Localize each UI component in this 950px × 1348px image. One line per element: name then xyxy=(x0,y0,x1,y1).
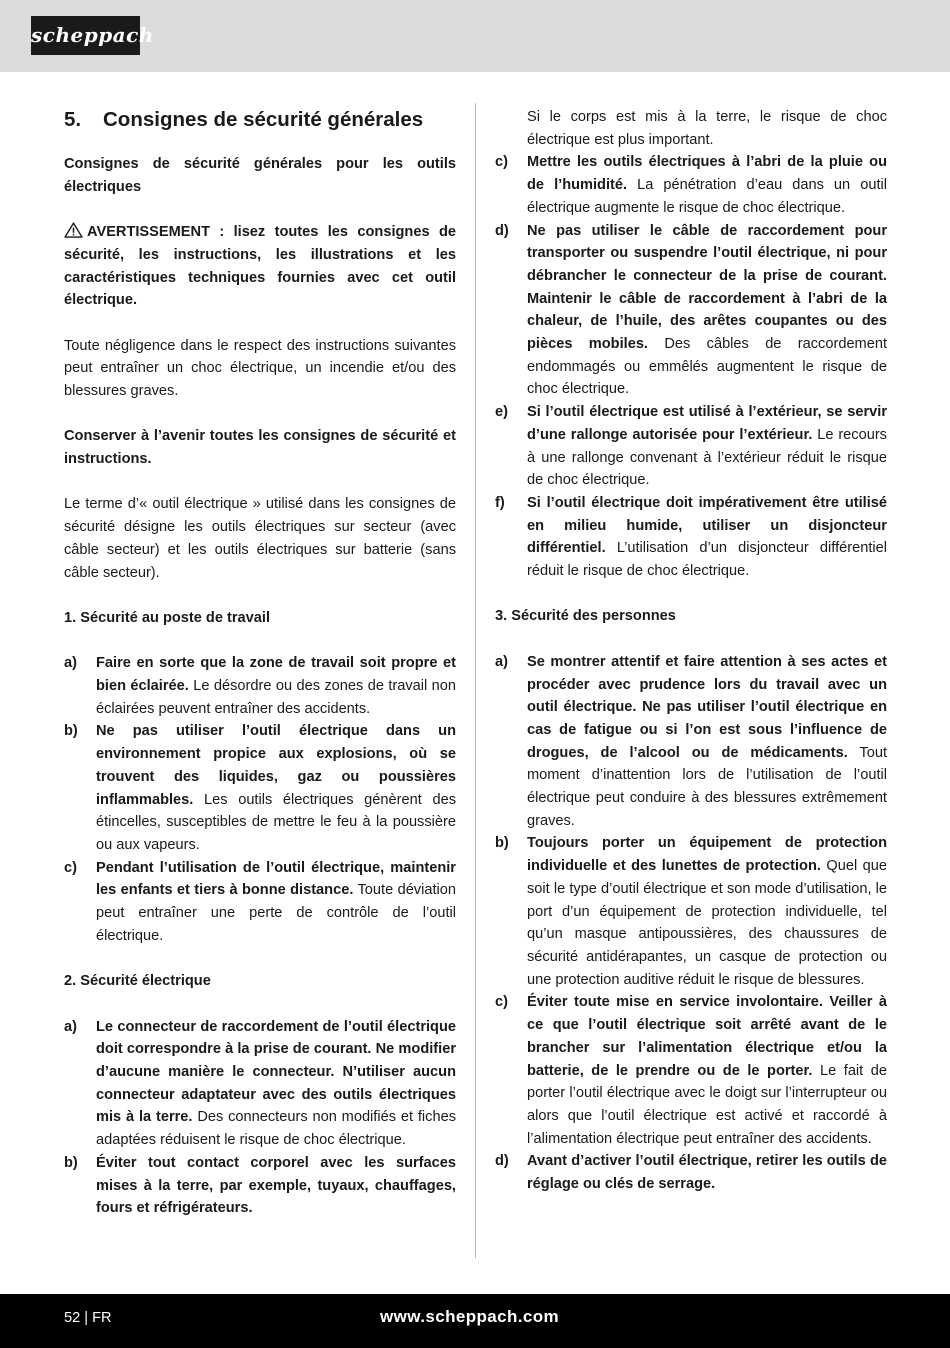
item-bold-text: Se montrer attentif et faire attention à ses actes et procéder avec prudence lors du travail avec un outil électrique. Ne pas utiliser l’outil électrique en cas de fatigue ou si l’on est sous l’influence de drogues, de l’alcool ou de médicaments. xyxy=(527,653,887,761)
list-item xyxy=(495,492,887,583)
item-text: Le désordre ou des zones de travail non éclairées peuvent entraîner des accidents. xyxy=(96,678,457,717)
item-letter: f) xyxy=(495,494,505,511)
item-letter: d) xyxy=(495,222,509,239)
item-letter: c) xyxy=(495,154,508,171)
item-text: L’utilisation d’un disjoncteur différentiel réduit le risque de choc électrique. xyxy=(527,540,887,580)
left-column xyxy=(64,106,456,1220)
list-item xyxy=(495,151,887,219)
item-bold-text: Avant d’activer l’outil électrique, retirer les outils de réglage ou clés de serrage. xyxy=(527,1153,887,1193)
item-bold-text: Éviter toute mise en service involontaire. Veiller à ce que l’outil électrique soit arrêté avant de le brancher sur l’alimentation électrique et/ou la batterie, de le prendre ou de le porter. xyxy=(527,994,887,1079)
list-item xyxy=(64,720,456,856)
warning-triangle-icon xyxy=(64,222,83,238)
list-item xyxy=(495,220,887,402)
item-body xyxy=(527,832,887,991)
item-text: Toute déviation peut entraîner une perte de contrôle de l’outil électrique. xyxy=(96,882,456,944)
item-body xyxy=(96,857,456,948)
page-number: 52 | FR xyxy=(64,1310,112,1326)
section-subtitle: Consignes de sécurité générales pour les outils électriques xyxy=(64,156,456,195)
negligence-paragraph: Toute négligence dans le respect des instructions suivantes peut entraîner un choc électrique, un incendie et/ou des blessures graves. xyxy=(64,337,456,399)
right-column xyxy=(495,106,887,1196)
item-text: Tout moment d’inattention lors de l’utilisation de l’outil électrique peut conduire à des blessures extrêmement graves. xyxy=(527,744,887,829)
section-number: 5. xyxy=(64,108,82,131)
item-bold-text: Ne pas utiliser le câble de raccordement pour transporter ou suspendre l’outil électrique, ni pour débrancher le connecteur de la prise de courant. Maintenir le câble de raccordement à l’abri de la chaleur, de l’huile, des arêtes coupantes ou des pièces mobiles. xyxy=(527,222,887,353)
item-bold-text: Toujours porter un équipement de protection individuelle et des lunettes de protection. xyxy=(527,835,887,875)
list-item xyxy=(64,857,456,948)
item-body xyxy=(527,651,887,833)
item-body xyxy=(527,991,887,1150)
item-letter: d) xyxy=(495,1153,509,1170)
item-letter: c) xyxy=(64,859,77,876)
item-text: Le fait de porter l’outil électrique avec le doigt sur l’interrupteur ou alors que l’outil électrique est activé et raccordé à l’alimentation électrique peut entraîner des accidents. xyxy=(527,1062,887,1147)
item-text: Le recours à une rallonge convenant à l’extérieur réduit le risque de choc électrique. xyxy=(527,426,887,489)
list-item xyxy=(64,1152,456,1220)
brand-logo: scheppach xyxy=(31,16,140,55)
item-body xyxy=(96,720,456,856)
item-body xyxy=(527,151,887,219)
term-definition-paragraph: Le terme d’« outil électrique » utilisé dans les consignes de sécurité désigne les outils électriques sur secteur (avec câble secteur) et les outils électriques sur batterie (sans câble secteur). xyxy=(64,496,456,581)
item-bold-text: Mettre les outils électriques à l’abri de la pluie ou de l’humidité. xyxy=(527,154,887,194)
item-body xyxy=(96,1016,456,1152)
item-letter: b) xyxy=(64,1154,78,1171)
list-item xyxy=(495,991,887,1150)
item-body xyxy=(527,220,887,402)
section-heading xyxy=(64,106,456,134)
item-text: Quel que soit le type d’outil électrique et son mode d’utilisation, le port d’un équipement de protection individuelle, tel qu’un masque antipoussières, des chaussures de sécurité antidérapantes, un casque de protection ou une protection auditive réduit le risque de blessures. xyxy=(527,858,887,988)
section-title: Consignes de sécurité générales xyxy=(103,108,424,131)
item-text: Des connecteurs non modifiés et fiches adaptées réduisent le risque de choc électrique. xyxy=(96,1109,456,1149)
list-item xyxy=(495,651,887,833)
item-bold-text: Si l’outil électrique est utilisé à l’extérieur, se servir d’une rallonge autorisée pour l’extérieur. xyxy=(527,404,887,443)
column-divider xyxy=(475,103,476,1258)
list-item xyxy=(495,1150,887,1195)
item-letter: a) xyxy=(495,653,508,670)
website-link[interactable]: www.scheppach.com xyxy=(380,1307,560,1326)
item-letter: e) xyxy=(495,404,508,421)
item-body xyxy=(96,1152,456,1220)
list-item xyxy=(64,652,456,720)
item-bold-text: Si l’outil électrique doit impérativement être utilisé en milieu humide, utiliser un disjoncteur différentiel. xyxy=(527,494,887,557)
continuation-paragraph: Si le corps est mis à la terre, le risque de choc électrique est plus important. xyxy=(527,109,887,148)
item-body xyxy=(527,1150,887,1195)
list-item xyxy=(495,832,887,991)
item-letter: a) xyxy=(64,655,77,672)
keep-instructions-paragraph: Conserver à l’avenir toutes les consignes de sécurité et instructions. xyxy=(64,428,456,468)
warning-paragraph xyxy=(64,221,456,312)
warning-text: AVERTISSEMENT : lisez toutes les consignes de sécurité, les instructions, les illustrations et les caractéristiques techniques fournies avec cet outil électrique. xyxy=(64,224,456,309)
item-text: La pénétration d’eau dans un outil électrique augmente le risque de choc électrique. xyxy=(527,177,887,216)
item-letter: b) xyxy=(495,835,509,852)
subsection-heading-workplace: 1. Sécurité au poste de travail xyxy=(64,609,271,626)
item-letter: b) xyxy=(64,723,78,740)
item-bold-text: Pendant l’utilisation de l’outil électrique, maintenir les enfants et tiers à bonne distance. xyxy=(96,859,456,899)
item-letter: a) xyxy=(64,1018,77,1035)
item-text: Les outils électriques génèrent des étincelles, susceptibles de mettre le feu à la poussière ou aux vapeurs. xyxy=(96,791,456,853)
item-text: Des câbles de raccordement endommagés ou emmêlés augmentent le risque de choc électrique. xyxy=(527,336,887,398)
subsection-heading-personal: 3. Sécurité des personnes xyxy=(495,608,676,625)
item-bold-text: Faire en sorte que la zone de travail soit propre et bien éclairée. xyxy=(96,655,456,695)
footer-bar xyxy=(0,1294,950,1348)
item-bold-text: Ne pas utiliser l’outil électrique dans un environnement propice aux explosions, où se trouvent des liquides, gaz ou poussières inflammables. xyxy=(96,723,456,808)
item-letter: c) xyxy=(495,994,508,1011)
subsection-heading-electrical: 2. Sécurité électrique xyxy=(64,973,211,990)
item-body xyxy=(96,652,456,720)
list-item xyxy=(64,1016,456,1152)
item-bold-text: Le connecteur de raccordement de l’outil électrique doit correspondre à la prise de courant. Ne modifier d’aucune manière le connecteur. N’utiliser aucun connecteur adaptateur avec des outils électriques mis à la terre. xyxy=(96,1018,456,1126)
item-body xyxy=(527,401,887,492)
list-item xyxy=(495,401,887,492)
item-bold-text: Éviter tout contact corporel avec les surfaces mises à la terre, par exemple, tuyaux, chauffages, fours et réfrigérateurs. xyxy=(96,1154,456,1217)
item-body xyxy=(527,492,887,583)
